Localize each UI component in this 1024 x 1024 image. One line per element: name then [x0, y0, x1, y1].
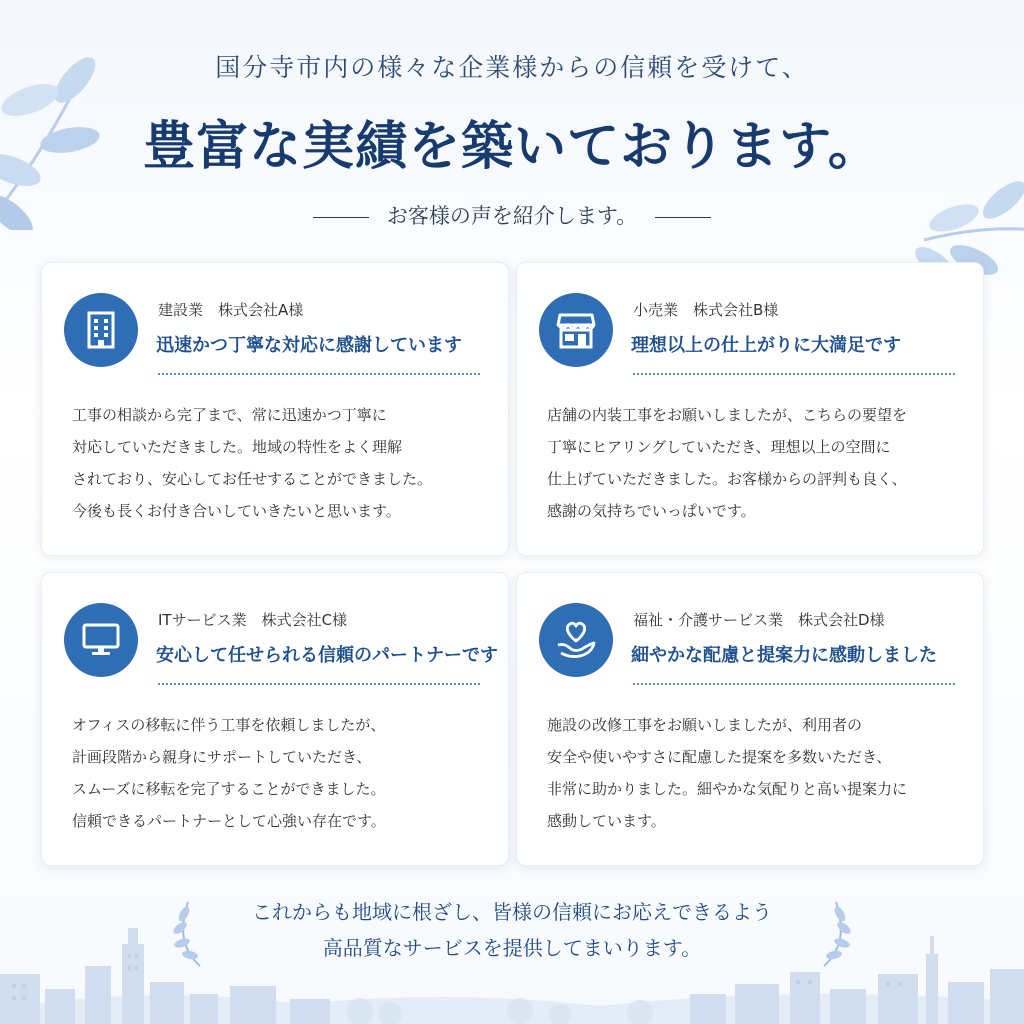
testimonial-title: 迅速かつ丁寧な対応に感謝しています	[156, 335, 462, 356]
divider	[158, 683, 480, 685]
heart-hand-icon	[539, 603, 613, 677]
testimonial-line: オフィスの移転に伴う工事を依頼しましたが、	[72, 716, 386, 734]
subheading-text: お客様の声を紹介します。	[386, 204, 638, 228]
testimonial-line: 安全や使いやすさに配慮した提案を多数いただき、	[547, 748, 892, 766]
company-name: 福祉・介護サービス業 株式会社D様	[633, 611, 885, 629]
testimonial-line: 対応していただきました。地域の特性をよく理解	[72, 438, 403, 456]
section-subheading	[0, 200, 1024, 230]
divider	[655, 217, 711, 218]
company-name: 小売業 株式会社B様	[633, 301, 779, 319]
testimonial-line: 丁寧にヒアリングしていただき、理想以上の空間に	[547, 438, 891, 456]
closing-line: 高品質なサービスを提供してまいります。	[322, 936, 702, 960]
divider	[313, 217, 369, 218]
testimonial-line: スムーズに移転を完了することができました。	[72, 780, 386, 798]
testimonial-title: 理想以上の仕上がりに大満足です	[631, 335, 901, 356]
city-skyline-decoration	[0, 914, 1024, 1024]
testimonial-line: 感動しています。	[547, 812, 666, 830]
company-name: ITサービス業 株式会社C様	[158, 611, 348, 629]
testimonial-line: 工事の相談から完了まで、常に迅速かつ丁寧に	[72, 406, 387, 424]
storefront-icon	[539, 293, 613, 367]
testimonial-line: 非常に助かりました。細やかな気配りと高い提案力に	[547, 780, 908, 798]
divider	[633, 683, 955, 685]
testimonial-body	[547, 709, 967, 837]
header-intro: 国分寺市内の様々な企業様からの信頼を受けて、	[215, 53, 809, 82]
testimonial-title: 細やかな配慮と提案力に感動しました	[631, 645, 937, 666]
testimonial-body	[72, 399, 492, 527]
testimonial-card	[516, 262, 984, 556]
company-name: 建設業 株式会社A様	[158, 301, 304, 319]
page-title: 豊富な実績を築いております。	[143, 116, 881, 177]
testimonial-card	[41, 262, 509, 556]
testimonial-line: 仕上げていただきました。お客様からの評判も良く、	[547, 470, 907, 488]
testimonial-title: 安心して任せられる信頼のパートナーです	[156, 645, 498, 666]
testimonial-body	[72, 709, 492, 837]
divider	[633, 373, 955, 375]
closing-line: これからも地域に根ざし、皆様の信頼にお応えできるよう	[252, 900, 772, 924]
testimonial-card	[41, 572, 509, 866]
monitor-icon	[64, 603, 138, 677]
testimonial-line: 施設の改修工事をお願いしましたが、利用者の	[547, 716, 863, 734]
testimonial-line: 計画段階から親身にサポートしていただき、	[72, 748, 372, 766]
testimonial-body	[547, 399, 967, 527]
testimonial-card	[516, 572, 984, 866]
testimonial-line: 今後も長くお付き合いしていきたいと思います。	[72, 502, 401, 520]
testimonial-line: されており、安心してお任せすることができました。	[72, 470, 433, 488]
testimonial-line: 信頼できるパートナーとして心強い存在です。	[72, 812, 386, 830]
divider	[158, 373, 480, 375]
testimonial-line: 店舗の内装工事をお願いしましたが、こちらの要望を	[547, 406, 908, 424]
testimonial-line: 感謝の気持ちでいっぱいです。	[547, 502, 756, 520]
building-icon	[64, 293, 138, 367]
